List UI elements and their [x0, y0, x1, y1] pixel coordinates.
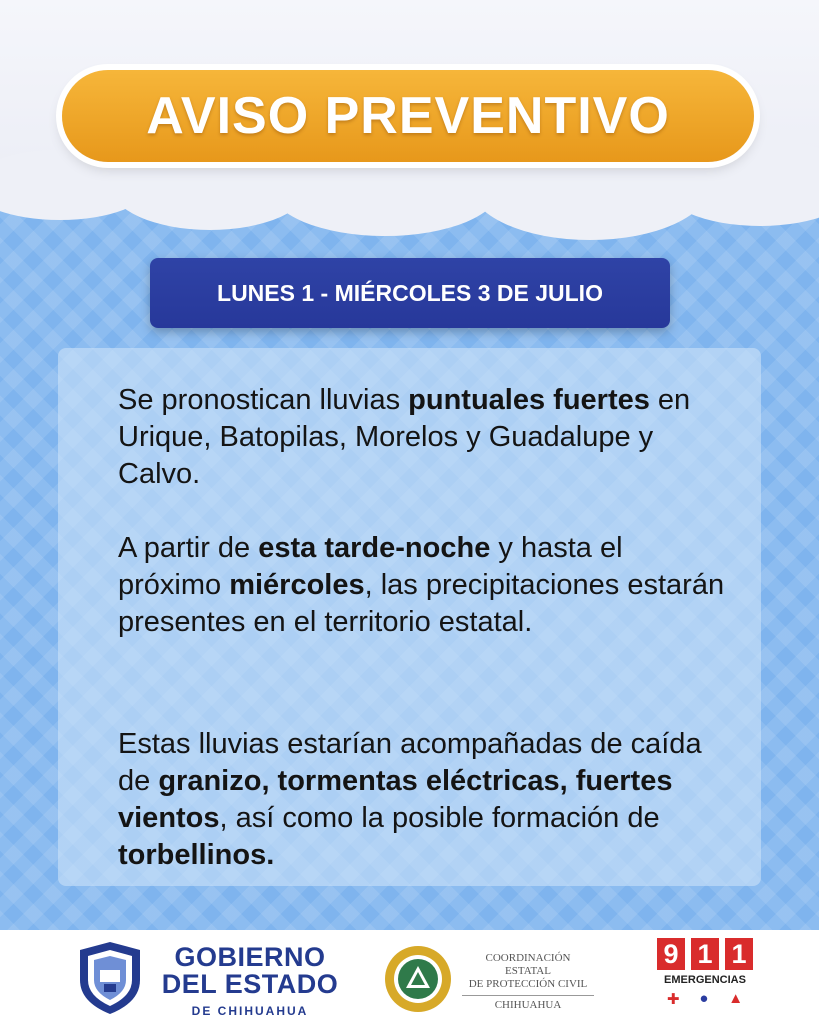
emergency-label: EMERGENCIAS [664, 974, 746, 986]
emergency-icons [657, 990, 753, 1008]
paragraph-text: en Urique, Batopilas, Morelos y Guadalupe y Calvo. [118, 384, 691, 490]
paragraph-bold-text: torbellinos. [118, 839, 275, 871]
red-cross-icon: ✚ [666, 991, 680, 1008]
emergency-digit: 1 [691, 938, 719, 970]
police-icon: ● [699, 990, 709, 1007]
gov-line: DE CHIHUAHUA [191, 1004, 309, 1018]
paragraph-timing [118, 530, 728, 641]
pc-line: COORDINACIÓN ESTATAL [485, 952, 571, 977]
date-range-badge [150, 258, 670, 328]
gov-line: DEL ESTADO [161, 969, 339, 999]
paragraph-bold-text: granizo, tormentas eléctricas, [158, 765, 568, 797]
civil-protection-text [462, 952, 594, 1012]
civil-protection-icon [383, 944, 453, 1014]
paragraph-text: A partir de [118, 532, 259, 564]
fire-icon: ▲ [728, 990, 744, 1007]
pc-line: CHIHUAHUA [462, 995, 594, 1012]
paragraph-bold-text: fuertes vientos [118, 765, 673, 834]
paragraph-bold-text: puntuales fuertes [408, 384, 650, 416]
state-seal-icon [76, 940, 144, 1016]
emergency-911-logo [657, 938, 753, 1014]
page-title: AVISO PREVENTIVO [146, 87, 670, 145]
paragraph-text: Se pronostican lluvias [118, 384, 409, 416]
paragraph-text: y hasta el próximo [118, 532, 623, 601]
emergency-digit: 1 [725, 938, 753, 970]
gov-line: GOBIERNO [174, 942, 326, 972]
paragraph-forecast [118, 382, 728, 493]
paragraph-bold-text: miércoles [229, 569, 365, 601]
paragraph-bold-text: esta tarde-noche [258, 532, 491, 564]
paragraph-text [568, 765, 576, 797]
paragraph-text: , las precipitaciones estarán presentes en el territorio estatal. [118, 569, 725, 638]
government-logo-text [150, 944, 350, 1018]
emergency-digit: 9 [657, 938, 685, 970]
paragraph-hazards [118, 726, 728, 874]
paragraph-text: , así como la posible formación de [219, 802, 660, 834]
title-banner [62, 70, 754, 162]
pc-line: DE PROTECCIÓN CIVIL [468, 978, 588, 990]
date-range-text: LUNES 1 - MIÉRCOLES 3 DE JULIO [217, 279, 603, 306]
paragraph-text: Estas lluvias estarían acompañadas de caída de [118, 728, 702, 797]
